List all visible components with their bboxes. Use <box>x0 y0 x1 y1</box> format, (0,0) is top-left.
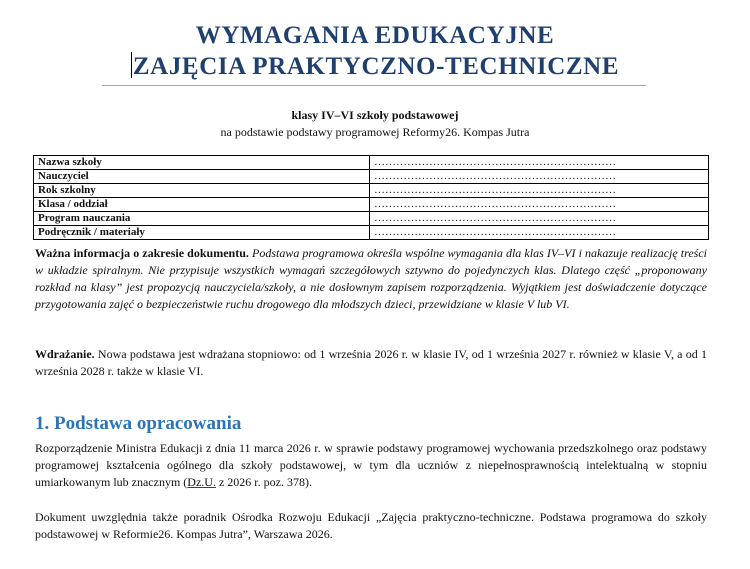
rollout-lead: Wdrażanie. <box>35 347 95 361</box>
rollout-text: Nowa podstawa jest wdrażana stopniowo: od 1 września 2026 r. w klasie IV, od 1 września 2027 r. również w klasie V, a od 1 września 2028 r. także w klasie VI. <box>35 347 707 378</box>
table-field-teacher[interactable]: ………………………………………………………… <box>370 170 709 184</box>
table-field-curriculum[interactable]: ………………………………………………………… <box>370 212 709 226</box>
scope-notice-lead: Ważna informacja o zakresie dokumentu. <box>35 246 249 260</box>
legal-basis-text-end: z 2026 r. poz. 378). <box>215 475 312 489</box>
scope-notice-text: Podstawa programowa określa wspólne wymagania dla klas IV–VI i nakazuje realizację treści w układzie spiralnym. Nie przypisuje wszystkich wymagań szczegółowych sztywno do pojedynczych klas. Dlatego część „proponowany rozkład na klasy” jest propozycją nauczyciela/szkoły, a nie dosłownym zapisem rozporządzenia. Wyjątkiem jest doświadczenie dotyczące przygotowania zajęć o bezpieczeństwie ruchu drogowego dla młodszych dzieci, przewidziane w klasie V lub VI. <box>35 246 707 311</box>
table-row <box>34 226 709 240</box>
table-row <box>34 170 709 184</box>
table-row <box>34 156 709 170</box>
document-subtitle: klasy IV–VI szkoły podstawowej <box>291 108 459 122</box>
table-row <box>34 198 709 212</box>
table-field-class[interactable]: ………………………………………………………… <box>370 198 709 212</box>
title-line-1: WYMAGANIA EDUKACYJNE <box>195 22 555 49</box>
title-underline-rule <box>102 85 646 86</box>
legal-basis-text-start: Rozporządzenie Ministra Edukacji z dnia 11 marca 2026 r. w sprawie podstawy programowej wychowania przedszkolnego oraz podstawy programowej kształcenia ogólnego dla szkoły podstawowej, w tym dla uczniów z niepełnosprawnością intelektualną w stopniu umiarkowanym lub znacznym ( <box>35 441 707 489</box>
table-label-textbook: Podręcznik / materiały <box>34 226 370 240</box>
legal-basis-paragraph <box>35 440 707 491</box>
table-field-school-name[interactable]: ………………………………………………………… <box>370 156 709 170</box>
table-label-curriculum: Program nauczania <box>34 212 370 226</box>
table-label-school-year: Rok szkolny <box>34 184 370 198</box>
document-title <box>0 20 750 82</box>
document-subtitle-basis: na podstawie podstawy programowej Reformy26. Kompas Jutra <box>220 125 530 139</box>
table-label-school-name: Nazwa szkoły <box>34 156 370 170</box>
table-label-teacher: Nauczyciel <box>34 170 370 184</box>
section-heading: 1. Podstawa opracowania <box>35 413 242 434</box>
journal-reference: Dz.U. <box>187 475 216 489</box>
guide-paragraph: Dokument uwzględnia także poradnik Ośrodka Rozwoju Edukacji „Zajęcia praktyczno-techniczne. Podstawa programowa do szkoły podstawowej w Reformie26. Kompas Jutra”, Warszawa 2026. <box>35 510 707 541</box>
rollout-paragraph <box>35 346 707 380</box>
school-info-table <box>33 155 709 240</box>
scope-notice-paragraph <box>35 245 707 313</box>
table-field-textbook[interactable]: ………………………………………………………… <box>370 226 709 240</box>
table-row <box>34 212 709 226</box>
text-cursor <box>131 52 132 78</box>
table-row <box>34 184 709 198</box>
title-line-2-wrapper[interactable] <box>0 51 750 82</box>
title-line-2[interactable]: ZAJĘCIA PRAKTYCZNO-TECHNICZNE <box>132 53 620 80</box>
table-field-school-year[interactable]: ………………………………………………………… <box>370 184 709 198</box>
table-label-class: Klasa / oddział <box>34 198 370 212</box>
